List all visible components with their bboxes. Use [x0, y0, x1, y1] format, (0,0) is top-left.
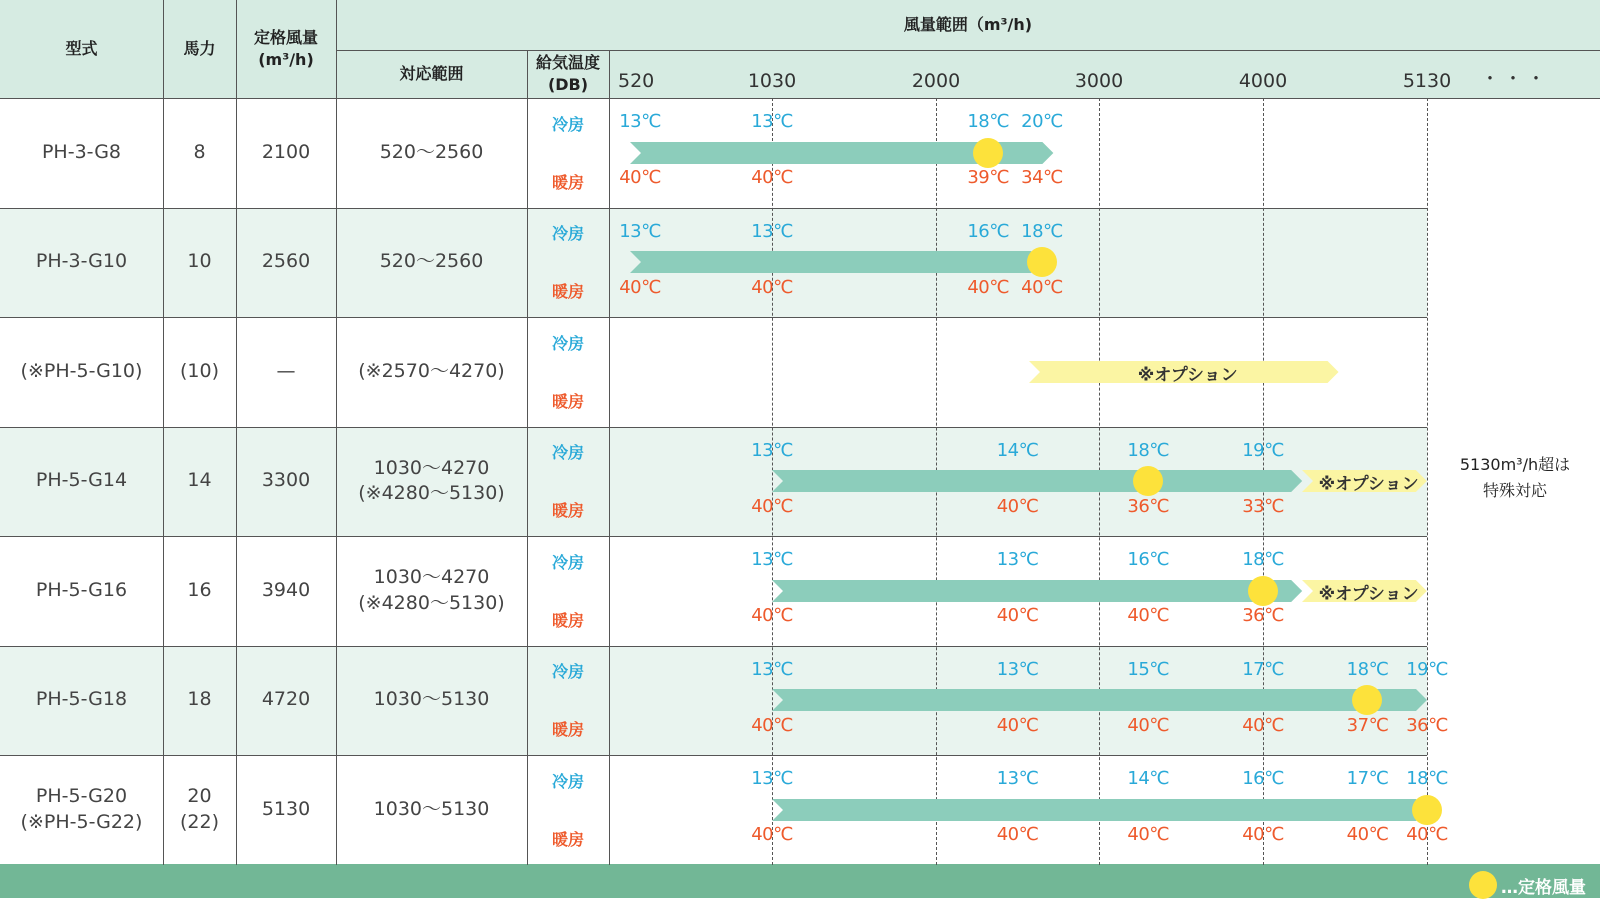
range-bar-shape — [772, 689, 1427, 711]
column-divider — [609, 50, 610, 865]
mode-cool-label: 冷房 — [551, 333, 584, 353]
model-cell — [0, 317, 163, 427]
supported-range-cell-line: 520〜2560 — [379, 250, 484, 273]
range-bar-shape — [630, 251, 1042, 273]
cool-temp-label: 14℃ — [1127, 768, 1169, 789]
rated-airflow-cell: 2560 — [261, 250, 311, 273]
supported-range-cell-line: 520〜2560 — [379, 140, 484, 163]
model-cell-line: PH-5-G16 — [35, 578, 128, 601]
cool-temp-label: 13℃ — [751, 768, 793, 789]
horsepower-cell-line: (22) — [179, 810, 219, 833]
model-cell — [0, 646, 163, 756]
horsepower-cell — [163, 208, 236, 318]
cool-temp-label: 20℃ — [1021, 111, 1063, 132]
header-model-line: 型式 — [65, 38, 98, 58]
header-supported-range-line: 対応範囲 — [399, 63, 464, 83]
range-bar-shape — [772, 799, 1427, 821]
model-cell — [0, 98, 163, 208]
heat-temp-label: 40℃ — [996, 605, 1039, 626]
cool-temp-label: 19℃ — [1406, 658, 1448, 680]
axis-tick-label: 2000 — [911, 70, 961, 92]
axis-tick-label: 5130 — [1402, 70, 1452, 92]
horsepower-cell-line: 20 — [187, 785, 212, 808]
heat-temp-label: 40℃ — [1406, 824, 1448, 845]
footer-band — [0, 864, 1600, 898]
mode-heat-label: 暖房 — [551, 829, 584, 849]
rated-airflow-cell: 3940 — [261, 578, 311, 601]
special-support-note-line: 特殊対応 — [1482, 480, 1547, 500]
heat-temp-label: 40℃ — [1242, 824, 1284, 845]
mode-cool-label: 冷房 — [551, 224, 584, 243]
range-bar — [772, 470, 1304, 492]
heat-temp-label: 40℃ — [1127, 824, 1169, 845]
supported-range-cell — [336, 98, 527, 208]
mode-heat-label: 暖房 — [551, 720, 584, 739]
rated-airflow-marker — [1412, 795, 1442, 825]
header-horsepower-line: 馬力 — [183, 38, 216, 58]
header-supply-temp-line: 給気温度 — [535, 52, 600, 72]
supported-range-cell-line: (※4280〜5130) — [358, 591, 505, 614]
model-cell-line: PH-5-G20 — [35, 785, 128, 808]
heat-temp-label: 40℃ — [1127, 714, 1169, 736]
heat-temp-label: 40℃ — [1021, 276, 1063, 298]
heat-temp-label: 40℃ — [751, 495, 793, 517]
heat-temp-label: 40℃ — [751, 714, 793, 736]
supported-range-cell-line: 1030〜4270 — [373, 456, 490, 479]
range-bar-shape — [772, 580, 1302, 602]
horsepower-cell-line: 10 — [187, 250, 212, 273]
heat-temp-label: 37℃ — [1346, 714, 1389, 736]
rated-dot-icon — [1469, 871, 1497, 899]
supported-range-cell — [336, 317, 527, 427]
model-cell-line: PH-5-G14 — [35, 469, 128, 492]
cool-temp-label: 14℃ — [996, 439, 1039, 461]
mode-cool-label: 冷房 — [551, 114, 584, 134]
rated-airflow-cell: 3300 — [261, 469, 311, 492]
horsepower-cell-line: 14 — [187, 469, 212, 492]
horsepower-cell — [163, 646, 236, 756]
cool-temp-label: 18℃ — [967, 111, 1009, 132]
heat-temp-label: 36℃ — [1127, 495, 1169, 517]
horsepower-cell — [163, 317, 236, 427]
horsepower-cell — [163, 536, 236, 646]
heat-temp-label: 40℃ — [1242, 714, 1284, 736]
header-rated-airflow — [236, 0, 336, 98]
model-cell — [0, 755, 163, 865]
model-cell-line: (※PH-5-G10) — [20, 359, 143, 382]
header-rated-airflow-line: (m³/h) — [258, 50, 314, 69]
axis-ellipsis: ・・・ — [1480, 68, 1550, 90]
heat-temp-label: 36℃ — [1242, 605, 1284, 626]
range-bar-shape — [772, 470, 1302, 492]
heat-temp-label: 40℃ — [751, 167, 793, 188]
header-rated-airflow-line: 定格風量 — [253, 27, 318, 47]
axis-tick-label: 520 — [618, 70, 655, 92]
heat-temp-label: 40℃ — [1346, 824, 1389, 845]
model-cell-line: PH-5-G18 — [35, 688, 128, 711]
rated-airflow-cell: 4720 — [261, 688, 311, 711]
range-bar — [772, 799, 1429, 821]
mode-cool-label: 冷房 — [551, 662, 584, 681]
heat-temp-label: 40℃ — [751, 824, 793, 845]
horsepower-cell — [163, 755, 236, 865]
cool-temp-label: 13℃ — [619, 220, 661, 242]
heat-temp-label: 40℃ — [619, 167, 661, 188]
model-cell-line: (※PH-5-G22) — [20, 810, 143, 833]
rated-airflow-cell: 2100 — [261, 140, 311, 163]
model-cell — [0, 427, 163, 537]
axis-tick-label: 4000 — [1238, 70, 1288, 92]
header-supported-range — [336, 50, 527, 98]
header-mid-line — [336, 50, 1600, 51]
rated-airflow-marker — [1027, 247, 1057, 277]
cool-temp-label: 13℃ — [996, 768, 1039, 789]
range-bar — [630, 251, 1044, 273]
axis-tick-label: 3000 — [1074, 70, 1124, 92]
supported-range-cell-line: 1030〜5130 — [373, 688, 490, 711]
heat-temp-label: 39℃ — [967, 167, 1009, 188]
mode-cool-label: 冷房 — [551, 552, 584, 572]
cool-temp-label: 13℃ — [751, 220, 793, 242]
header-model — [0, 0, 163, 98]
cool-temp-label: 13℃ — [751, 439, 793, 461]
supported-range-cell — [336, 208, 527, 318]
heat-temp-label: 33℃ — [1242, 495, 1284, 517]
cool-temp-label: 17℃ — [1346, 768, 1389, 789]
mode-cool-label: 冷房 — [551, 771, 584, 791]
legend — [1469, 871, 1586, 899]
rated-airflow-cell: 5130 — [261, 797, 311, 820]
horsepower-cell-line: (10) — [179, 359, 219, 382]
rated-airflow-marker — [973, 138, 1003, 168]
range-bar — [772, 689, 1429, 711]
model-cell — [0, 536, 163, 646]
heat-temp-label: 40℃ — [996, 824, 1039, 845]
header-horsepower — [163, 0, 236, 98]
header-supply-temp — [527, 50, 609, 98]
axis-tick-label: 1030 — [747, 70, 797, 92]
special-support-note-line: 5130m³/h超は — [1459, 455, 1571, 474]
mode-heat-label: 暖房 — [551, 391, 584, 411]
mode-heat-label: 暖房 — [551, 610, 584, 630]
cool-temp-label: 17℃ — [1242, 658, 1284, 680]
rated-airflow-cell: — — [276, 359, 296, 382]
horsepower-cell-line: 8 — [193, 140, 206, 163]
supported-range-cell-line: (※2570〜4270) — [358, 359, 505, 382]
mode-cool-label: 冷房 — [551, 443, 584, 462]
heat-temp-label: 40℃ — [967, 276, 1009, 298]
heat-temp-label: 40℃ — [751, 605, 793, 626]
cool-temp-label: 16℃ — [1242, 768, 1284, 789]
option-label: ※オプション — [1137, 365, 1238, 386]
supported-range-cell — [336, 755, 527, 865]
cool-temp-label: 18℃ — [1242, 549, 1284, 570]
cool-temp-label: 18℃ — [1127, 439, 1169, 461]
mode-heat-label: 暖房 — [551, 501, 584, 520]
header-supply-temp-line: (DB) — [547, 75, 589, 94]
cool-temp-label: 13℃ — [751, 549, 793, 570]
mode-heat-label: 暖房 — [551, 282, 584, 301]
supported-range-cell-line: 1030〜4270 — [373, 566, 490, 589]
cool-temp-label: 16℃ — [967, 220, 1009, 242]
heat-temp-label: 40℃ — [751, 276, 793, 298]
cool-temp-label: 19℃ — [1242, 439, 1284, 461]
model-cell-line: PH-3-G8 — [41, 140, 122, 163]
option-label: ※オプション — [1318, 584, 1419, 605]
horsepower-cell — [163, 98, 236, 208]
cool-temp-label: 18℃ — [1406, 768, 1448, 789]
supported-range-cell-line: (※4280〜5130) — [358, 482, 505, 505]
cool-temp-label: 13℃ — [751, 658, 793, 680]
supported-range-cell — [336, 427, 527, 537]
cool-temp-label: 15℃ — [1127, 658, 1169, 680]
special-support-note — [1440, 452, 1590, 503]
cool-temp-label: 13℃ — [996, 549, 1039, 570]
supported-range-cell-line: 1030〜5130 — [373, 797, 490, 820]
mode-heat-label: 暖房 — [551, 172, 584, 192]
model-cell-line: PH-3-G10 — [35, 250, 128, 273]
horsepower-cell-line: 18 — [187, 688, 212, 711]
option-label: ※オプション — [1318, 474, 1419, 495]
cool-temp-label: 18℃ — [1346, 658, 1389, 680]
model-cell — [0, 208, 163, 318]
cool-temp-label: 13℃ — [751, 111, 793, 132]
supported-range-cell — [336, 536, 527, 646]
heat-temp-label: 40℃ — [996, 714, 1039, 736]
legend-label: …定格風量 — [1501, 877, 1586, 898]
cool-temp-label: 18℃ — [1021, 220, 1063, 242]
heat-temp-label: 34℃ — [1021, 167, 1063, 188]
rated-airflow-marker — [1248, 576, 1278, 606]
heat-temp-label: 36℃ — [1406, 714, 1448, 736]
range-bar — [772, 580, 1304, 602]
supported-range-cell — [336, 646, 527, 756]
header-airflow-range — [336, 0, 1600, 50]
header-airflow-range-line: 風量範囲（m³/h) — [903, 14, 1033, 34]
horsepower-cell-line: 16 — [187, 578, 212, 601]
cool-temp-label: 13℃ — [619, 111, 661, 132]
heat-temp-label: 40℃ — [996, 495, 1039, 517]
heat-temp-label: 40℃ — [1127, 605, 1169, 626]
heat-temp-label: 40℃ — [619, 276, 661, 298]
cool-temp-label: 13℃ — [996, 658, 1039, 680]
horsepower-cell — [163, 427, 236, 537]
cool-temp-label: 16℃ — [1127, 549, 1169, 570]
